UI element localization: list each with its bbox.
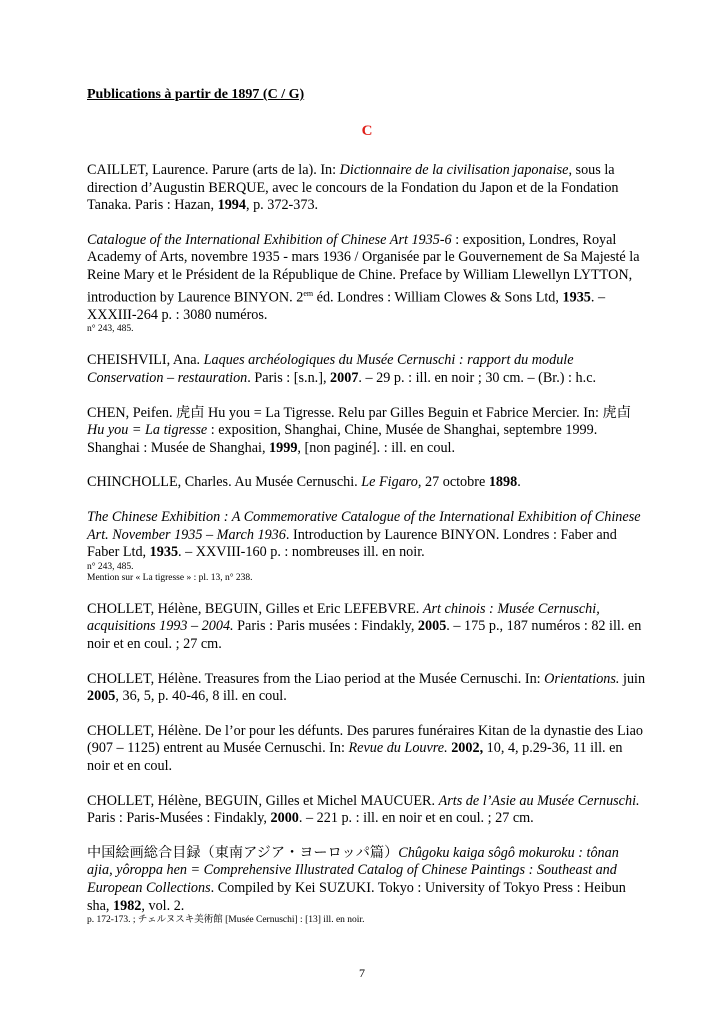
- bibliography-list: [87, 162, 647, 926]
- entry-segment: Chûgoku kaiga sôgô mokuroku : tônan ajia, yôroppa hen = Comprehensive Illustrated Catalog of Chinese Paintings : Southeast and European Collections: [87, 844, 619, 896]
- bibliography-entry: [87, 162, 647, 215]
- entry-note: n° 243, 485.: [87, 561, 134, 572]
- bibliography-entry: [87, 232, 647, 336]
- entry-text: [87, 232, 647, 325]
- entry-segment: 2005: [87, 688, 116, 705]
- bibliography-entry: [87, 601, 647, 654]
- entry-segment: . Compiled by Kei SUZUKI. Tokyo : University of Tokyo Press : Heibun sha,: [87, 879, 626, 914]
- entry-segment: The Chinese Exhibition : A Commemorative Catalogue of the International Exhibition of Chinese Art. November 1935 – March 1936: [87, 509, 641, 543]
- entry-segment: 2007: [330, 370, 359, 387]
- entry-segment: , [non paginé]. : ill. en coul.: [297, 439, 456, 456]
- entry-text: [87, 845, 647, 915]
- entry-segment: 1994: [217, 197, 246, 214]
- bibliography-entry: [87, 509, 647, 584]
- page-number: 7: [359, 966, 365, 980]
- entry-segment: , sous la direction d’Augustin BERQUE, avec le concours de la Fondation du Japon et de la Fondation Tanaka. Paris : Hazan,: [87, 162, 619, 214]
- entry-segment: 中国絵画総合目録（東南アジア・ヨーロッパ篇）: [87, 844, 399, 861]
- bibliography-entry: [87, 845, 647, 926]
- entry-segment: CAILLET, Laurence. Parure (arts de la). In:: [87, 162, 340, 178]
- entry-segment: .: [517, 474, 521, 491]
- entry-segment: : exposition, Shanghai, Chine, Musée de Shanghai, septembre 1999. Shanghai : Musée de Shanghai,: [87, 422, 598, 456]
- entry-segment: 2005: [417, 618, 447, 635]
- entry-segment: CHOLLET, Hélène, BEGUIN, Gilles et Eric LEFEBVRE.: [87, 600, 423, 617]
- entry-segment: 1982: [113, 897, 142, 914]
- entry-segment: . – 175 p., 187 numéros : 82 ill. en noir et en coul. ; 27 cm.: [87, 618, 642, 653]
- entry-segment: CHOLLET, Hélène. De l’or pour les défunts. Des parures funéraires Kitan de la dynastie des Liao (907 – 1125) entrent au Musée Cernuschi. In:: [87, 722, 644, 757]
- entry-segment: : exposition, Londres, Royal Academy of Arts, novembre 1935 - mars 1936 / Organisée par le Gouvernement de Sa Majesté la Reine Mary et le Président de la République de Chine. Preface by William Llewellyn LYTTON, introduction by Laurence BINYON. 2: [87, 231, 640, 306]
- entry-text: [87, 723, 647, 776]
- entry-segment: Dictionnaire de la civilisation japonaise: [339, 162, 569, 178]
- entry-note: Mention sur « La tigresse » : pl. 13, n° 238.: [87, 572, 253, 583]
- bibliography-entry: [87, 723, 647, 776]
- entry-segment: CHINCHOLLE, Charles. Au Musée Cernuschi.: [87, 474, 362, 491]
- entry-text: [87, 405, 647, 458]
- entry-segment: 1935: [562, 289, 591, 306]
- entry-segment: Art chinois : Musée Cernuschi, acquisitions 1993 – 2004.: [87, 600, 600, 635]
- entry-segment: CHEISHVILI, Ana.: [87, 352, 204, 369]
- entry-text: [87, 793, 647, 828]
- entry-segment: Catalogue of the International Exhibition of Chinese Art 1935-6: [87, 231, 452, 248]
- bibliography-entry: [87, 474, 647, 492]
- entry-segment: . – XXXIII-264 p. : 3080 numéros.: [87, 289, 606, 323]
- entry-segment: . Introduction by Laurence BINYON. Londres : Faber and Faber Ltd,: [87, 526, 617, 561]
- entry-text: [87, 509, 647, 562]
- bibliography-entry: [87, 405, 647, 458]
- bibliography-entry: [87, 671, 647, 706]
- section-letter: C: [361, 123, 373, 139]
- entry-segment: 2002,: [451, 740, 484, 757]
- entry-segment: . – XXVIII-160 p. : nombreuses ill. en noir.: [178, 544, 425, 561]
- entry-segment: , 36, 5, p. 40-46, 8 ill. en coul.: [115, 688, 287, 705]
- entry-segment: Le Figaro,: [361, 474, 422, 491]
- entry-text: [87, 352, 647, 387]
- entry-segment: Paris : Paris musées : Findakly,: [233, 618, 418, 635]
- entry-segment: CHOLLET, Hélène. Treasures from the Liao period at the Musée Cernuschi. In:: [87, 670, 545, 687]
- entry-segment: , p. 372-373.: [245, 197, 319, 214]
- page-heading: Publications à partir de 1897 (C / G): [87, 87, 305, 102]
- entry-text: [87, 162, 647, 215]
- entry-segment: 2000: [270, 810, 299, 827]
- entry-segment: 1898: [488, 474, 518, 491]
- bibliography-entry: [87, 793, 647, 828]
- entry-segment: Paris : Paris-Musées : Findakly,: [87, 810, 271, 827]
- entry-segment: CHOLLET, Hélène, BEGUIN, Gilles et Michel MAUCUER.: [87, 792, 439, 809]
- entry-segment: em: [303, 288, 314, 298]
- entry-segment: . Paris : [s.n.],: [247, 370, 331, 387]
- entry-segment: 10, 4, p.29-36, 11 ill. en noir et en coul.: [87, 740, 623, 774]
- entry-text: [87, 671, 647, 706]
- entry-note: n° 243, 485.: [87, 324, 134, 335]
- entry-segment: Arts de l’Asie au Musée Cernuschi.: [438, 792, 640, 809]
- entry-segment: CHEN, Peifen. 虎卣 Hu you = La Tigresse. Relu par Gilles Beguin et Fabrice Mercier. In: 虎卣: [87, 404, 631, 421]
- bibliography-entry: [87, 352, 647, 387]
- entry-text: [87, 474, 647, 492]
- entry-note: p. 172-173. ; チェルヌスキ美術館 [Musée Cernuschi] : [13] ill. en noir.: [87, 915, 365, 926]
- entry-segment: , vol. 2.: [141, 897, 185, 914]
- entry-segment: 1935: [149, 544, 179, 561]
- entry-segment: 1999: [269, 439, 298, 456]
- entry-text: [87, 601, 647, 654]
- entry-segment: juin: [619, 670, 646, 687]
- entry-segment: Orientations.: [544, 670, 620, 687]
- entry-segment: éd. Londres : William Clowes & Sons Ltd,: [313, 289, 563, 306]
- entry-segment: Hu you = La tigresse: [87, 422, 208, 439]
- entry-segment: . – 29 p. : ill. en noir ; 30 cm. – (Br.) : h.c.: [358, 370, 597, 387]
- entry-segment: 27 octobre: [421, 474, 489, 491]
- entry-segment: Laques archéologiques du Musée Cernuschi : rapport du module Conservation – restauration: [87, 352, 574, 387]
- entry-segment: . – 221 p. : ill. en noir et en coul. ; 27 cm.: [298, 810, 534, 827]
- document-page: [87, 86, 647, 926]
- entry-segment: Revue du Louvre.: [348, 740, 448, 757]
